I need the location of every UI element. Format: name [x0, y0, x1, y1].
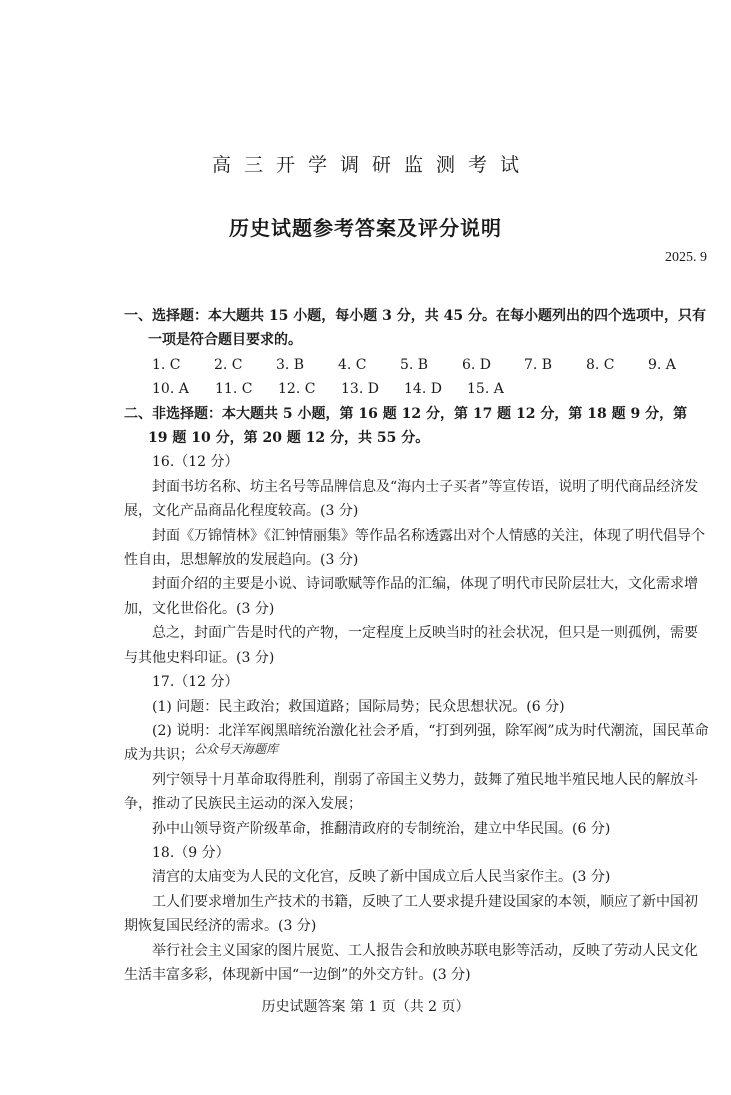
mc-answer: 11. C [215, 381, 253, 398]
mc-answer: 10. A [152, 381, 189, 398]
q18-label: 18.（9 分） [152, 844, 230, 861]
q18-paragraph: 清宫的太庙变为人民的文化宫，反映了新中国成立后人民当家作主。(3 分) [152, 869, 611, 886]
mc-answer: 5. B [400, 356, 429, 373]
watermark: 公众号天海题库 [194, 742, 279, 757]
exam-title: 高三开学调研监测考试 [211, 154, 532, 176]
q16-paragraph: 封面《万锦情林》《汇钟情丽集》等作品名称透露出对个人情感的关注，体现了明代倡导个性自由，思想解放的发展趋向。(3 分) [124, 527, 705, 569]
mc-answer: 1. C [152, 356, 181, 373]
q17-paragraph: 孙中山领导资产阶级革命，推翻清政府的专制统治，建立中华民国。(6 分) [152, 820, 611, 837]
mc-answer: 8. C [586, 356, 615, 373]
q18-paragraph: 工人们要求增加生产技术的书籍，反映了工人要求提升建设国家的本领，顺应了新中国初期恢复国民经济的需求。(3 分) [124, 893, 698, 935]
mc-answers-row1 [152, 353, 710, 377]
document-title: 历史试题参考答案及评分说明 [229, 216, 502, 240]
mc-answers [124, 353, 710, 402]
section1-heading: 一、选择题：本大题共 15 小题，每小题 3 分，共 45 分。在每小题列出的四个选项中，只有一项是符合题目要求的。 [124, 308, 706, 349]
mc-answer: 7. B [524, 356, 553, 373]
q17-part1: (1) 问题：民主政治；救国道路；国际局势；民众思想状况。(6 分) [152, 698, 565, 715]
q18-paragraph: 举行社会主义国家的图片展览、工人报告会和放映苏联电影等活动，反映了劳动人民文化生活丰富多彩，体现新中国“一边倒”的外交方针。(3 分) [124, 942, 698, 983]
mc-answers-row2 [152, 377, 710, 401]
q16-paragraph: 总之，封面广告是时代的产物，一定程度上反映当时的社会状况，但只是一则孤例，需要与其他史料印证。(3 分) [124, 625, 698, 666]
mc-answer: 14. D [404, 381, 442, 398]
section2-heading: 二、非选择题：本大题共 5 小题，第 16 题 12 分，第 17 题 12 分，第 18 题 9 分，第 19 题 10 分，第 20 题 12 分，共 55 分。 [124, 405, 688, 447]
document-date: 2025. 9 [665, 250, 707, 265]
answer-content [124, 304, 710, 987]
mc-answer: 15. A [467, 381, 504, 398]
mc-answer: 2. C [214, 356, 243, 373]
q17-paragraph: 列宁领导十月革命取得胜利，削弱了帝国主义势力，鼓舞了殖民地半殖民地人民的解放斗争，推动了民族民主运动的深入发展； [124, 771, 698, 813]
q17-part2 [124, 719, 710, 768]
q16-paragraph: 封面书坊名称、坊主名号等品牌信息及“海内士子买者”等宣传语，说明了明代商品经济发展，文化产品商品化程度较高。(3 分) [124, 478, 699, 520]
q16-paragraph: 封面介绍的主要是小说、诗词歌赋等作品的汇编，体现了明代市民阶层壮大，文化需求增加，文化世俗化。(3 分) [124, 576, 698, 617]
mc-answer: 6. D [462, 356, 492, 373]
q17-part2-text: (2) 说明：北洋军阀黑暗统治激化社会矛盾，“打到列强，除军阀”成为时代潮流，国民革命成为共识； [124, 722, 709, 764]
page-footer: 历史试题答案 第 1 页（共 2 页） [261, 999, 470, 1015]
mc-answer: 13. D [341, 381, 379, 398]
mc-answer: 3. B [276, 356, 305, 373]
mc-answer: 9. A [648, 356, 676, 373]
q17-label: 17.（12 分） [152, 674, 239, 691]
mc-answer: 12. C [278, 381, 316, 398]
q16-label: 16.（12 分） [152, 454, 239, 471]
mc-answer: 4. C [338, 356, 367, 373]
